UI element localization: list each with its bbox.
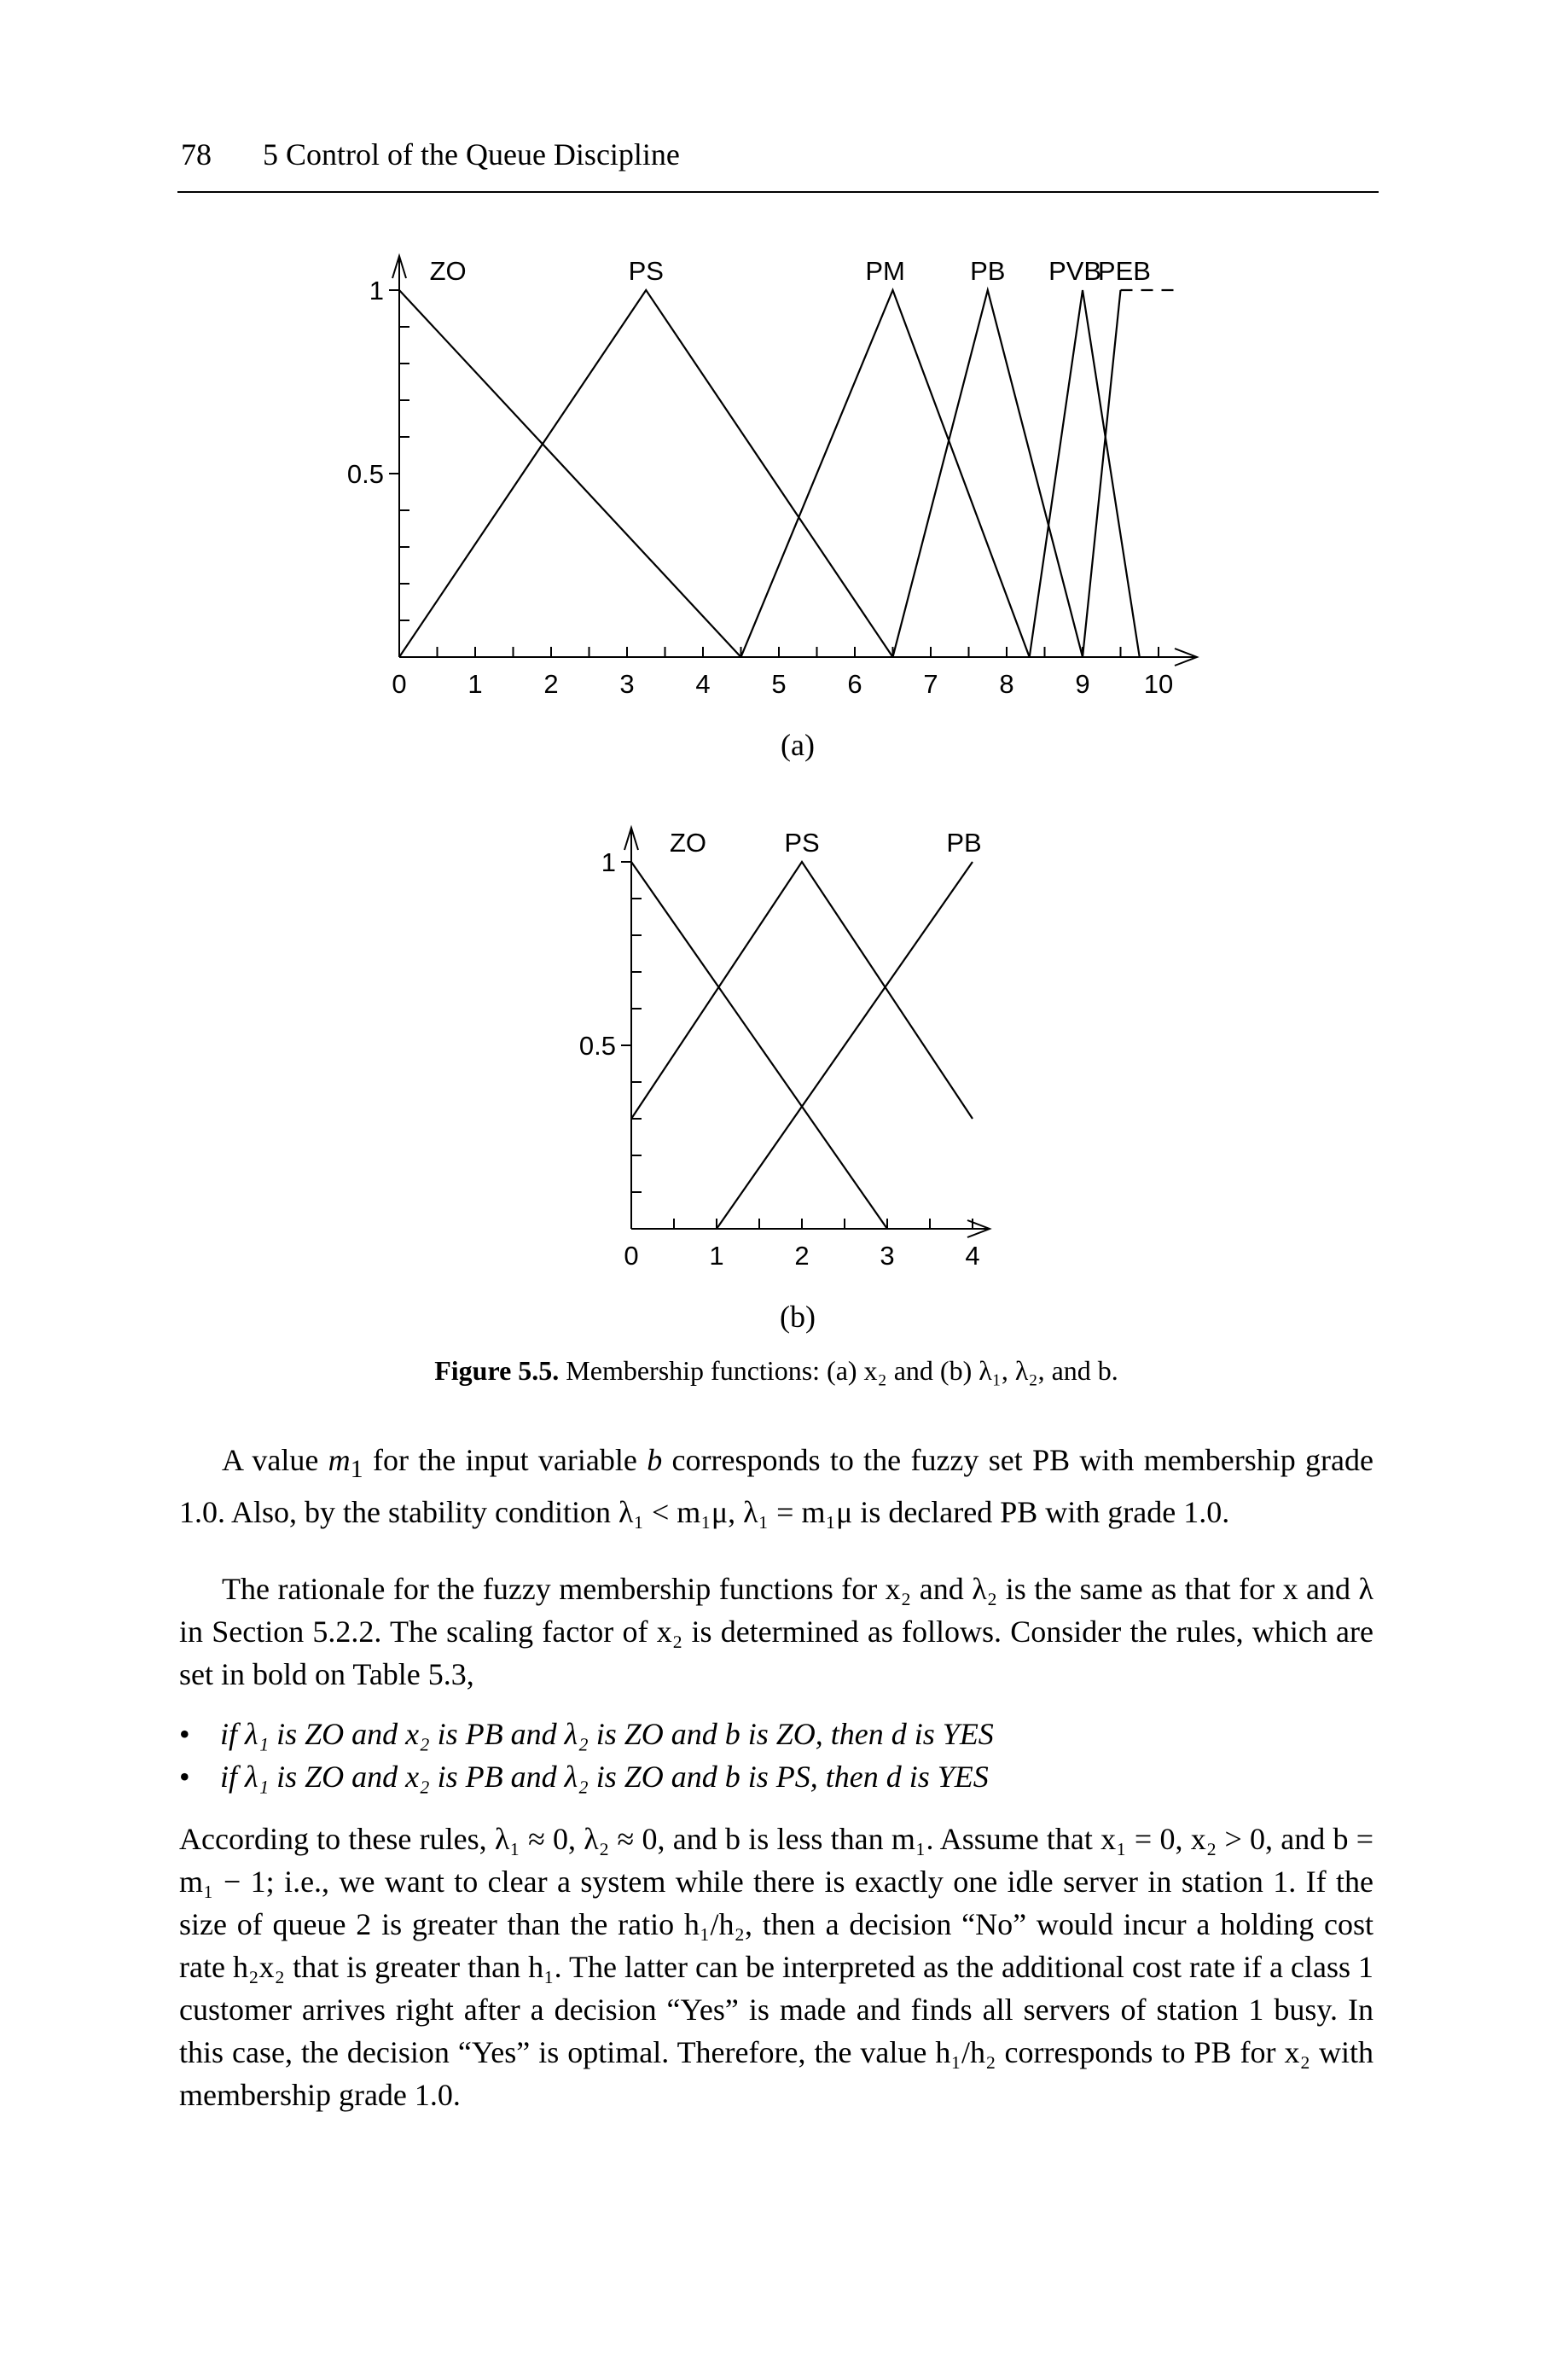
- y-tick-label-b: 1: [601, 847, 616, 877]
- x-tick-label-a: 9: [1075, 669, 1090, 699]
- rule-item: • if λ₁ is ZO and x₂ is PB and λ₂ is ZO and b is ZO, then d is YES: [179, 1713, 1373, 1755]
- rule-item: • if λ₁ is ZO and x₂ is PB and λ₂ is ZO and b is PS, then d is YES: [179, 1755, 1373, 1798]
- paragraph-3: According to these rules, λ₁ ≈ 0, λ₂ ≈ 0, and b is less than m₁. Assume that x₁ = 0, x₂ > 0, and b = m₁ − 1; i.e., we want to clear a system while there is exactly one idle server in station 1. If the size of queue 2 is greater than the ratio h₁/h₂, then a decision “No” would incur a holding cost rate h₂x₂ that is greater than h₁. The latter can be interpreted as the additional cost rate if a class 1 customer arrives right after a decision “Yes” is made and finds all servers of station 1 busy. In this case, the decision “Yes” is optimal. Therefore, the value h₁/h₂ corresponds to PB for x₂ with membership grade 1.0.: [179, 1822, 1373, 2112]
- x-tick-label-b: 3: [880, 1241, 895, 1271]
- y-tick-label-a: 1: [369, 276, 384, 305]
- x-tick-label-b: 4: [965, 1241, 980, 1271]
- chart-b: [579, 828, 990, 1271]
- x-tick-label-a: 0: [392, 669, 407, 699]
- paragraph-2: The rationale for the fuzzy membership functions for x₂ and λ₂ is the same as that for x and λ in Section 5.2.2. The scaling factor of x₂ is determined as follows. Consider the rules, which are set in bold on Table 5.3,: [179, 1572, 1373, 1691]
- p1-sub-1: 1: [350, 1455, 363, 1484]
- rule-list: [179, 1713, 1373, 1798]
- series-ps-a: [399, 290, 893, 657]
- series-pb-b: [717, 862, 973, 1229]
- x-tick-label-b: 2: [794, 1241, 810, 1271]
- caption-label: Figure 5.5.: [434, 1355, 560, 1386]
- p1-text-c: corresponds to the fuzzy set PB with membership grade 1.0. Also, by the stability condition λ₁ < m₁μ, λ₁ = m₁μ is declared PB with grade 1.0.: [179, 1443, 1374, 1530]
- x-tick-label-a: 6: [847, 669, 862, 699]
- series-peb-a: [1083, 290, 1121, 657]
- legend-label-pvb-a: PVB: [1048, 256, 1102, 286]
- legend-label-zo-b: ZO: [670, 828, 707, 858]
- chart-a: [347, 256, 1197, 699]
- x-tick-label-b: 1: [709, 1241, 724, 1271]
- x-tick-label-a: 8: [999, 669, 1014, 699]
- series-pm-a: [741, 290, 1030, 657]
- series-zo-a: [399, 290, 741, 657]
- figure-caption: [179, 1355, 1373, 1387]
- x-tick-label-a: 4: [695, 669, 711, 699]
- series-pvb-a: [1030, 290, 1140, 657]
- x-tick-label-a: 5: [771, 669, 787, 699]
- running-head-title: 5 Control of the Queue Discipline: [263, 137, 680, 172]
- x-tick-label-a: 10: [1143, 669, 1174, 699]
- x-tick-label-a: 7: [923, 669, 938, 699]
- p1-text-a: A value: [222, 1443, 328, 1477]
- legend-label-pm-a: PM: [865, 256, 905, 286]
- x-tick-label-a: 1: [467, 669, 483, 699]
- x-tick-label-a: 3: [619, 669, 635, 699]
- p1-var-m: m: [328, 1443, 351, 1477]
- series-pb-a: [893, 290, 1083, 657]
- legend-label-pb-b: PB: [946, 828, 982, 858]
- subfigure-b-label: (b): [780, 1300, 816, 1334]
- legend-label-pb-a: PB: [970, 256, 1006, 286]
- subfigure-a-label: (a): [781, 728, 815, 762]
- legend-label-ps-a: PS: [628, 256, 664, 286]
- x-tick-label-a: 2: [543, 669, 559, 699]
- y-tick-label-a: 0.5: [346, 459, 384, 489]
- series-zo-b: [631, 862, 887, 1229]
- legend-label-peb-a: PEB: [1097, 256, 1151, 286]
- legend-label-ps-b: PS: [784, 828, 820, 858]
- caption-text: Membership functions: (a) x₂ and (b) λ₁, λ₂, and b.: [566, 1355, 1118, 1386]
- y-tick-label-b: 0.5: [578, 1031, 616, 1061]
- p1-text-b: for the input variable: [363, 1443, 648, 1477]
- page-number: 78: [181, 137, 212, 172]
- legend-label-zo-a: ZO: [429, 256, 467, 286]
- paragraph-1: [179, 1439, 1373, 1533]
- series-ps-b: [631, 862, 973, 1119]
- x-tick-label-b: 0: [624, 1241, 639, 1271]
- p1-var-b: b: [647, 1443, 663, 1477]
